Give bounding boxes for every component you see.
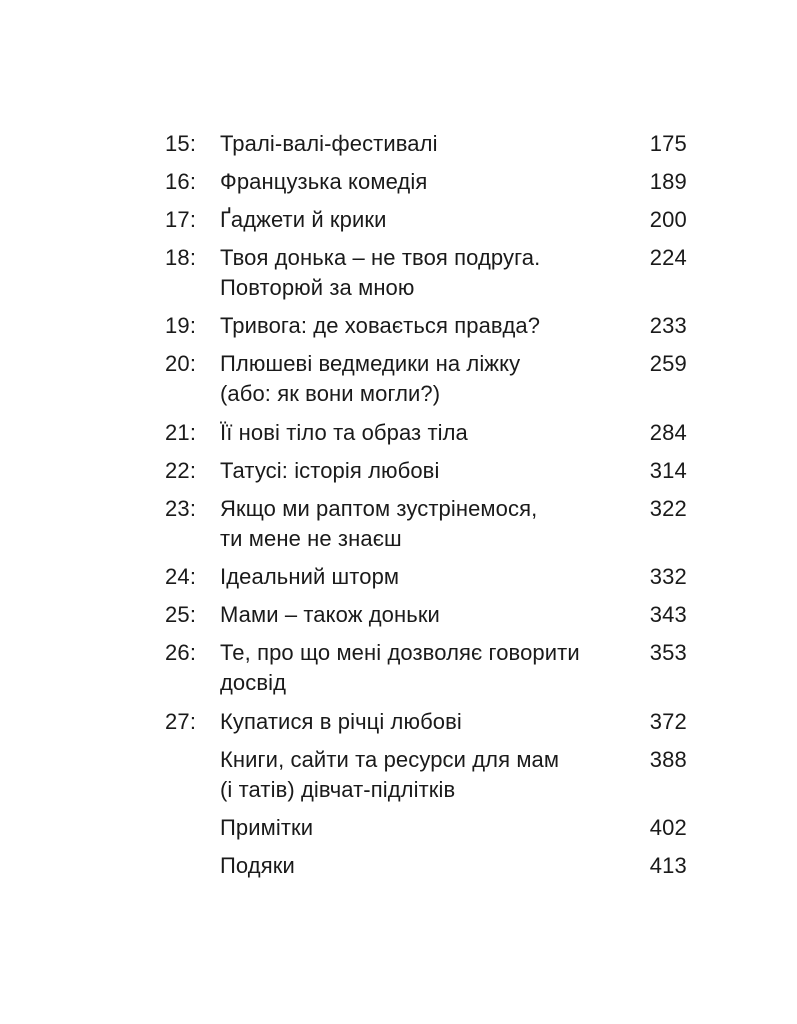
page-number: 175 bbox=[649, 131, 687, 156]
chapter-title: Ґаджети й крики bbox=[220, 207, 387, 232]
toc-entry bbox=[165, 638, 687, 698]
chapter-title: Татусі: історія любові bbox=[220, 458, 440, 483]
page-number: 332 bbox=[649, 564, 687, 589]
chapter-title: Мами – також доньки bbox=[220, 602, 440, 627]
chapter-number: 27: bbox=[165, 709, 197, 734]
toc-entry bbox=[165, 494, 687, 554]
page-number: 343 bbox=[649, 602, 687, 627]
chapter-title: Книги, сайти та ресурси для мам (і татів) дівчат-підлітків bbox=[220, 747, 560, 802]
page-number: 259 bbox=[649, 351, 687, 376]
chapter-number: 25: bbox=[165, 602, 197, 627]
page-number: 353 bbox=[649, 640, 687, 665]
chapter-number: 24: bbox=[165, 564, 197, 589]
page-number: 200 bbox=[649, 207, 687, 232]
chapter-title: Примітки bbox=[220, 815, 314, 840]
page-number: 402 bbox=[649, 815, 687, 840]
page-number: 314 bbox=[649, 458, 687, 483]
page-number: 284 bbox=[649, 420, 687, 445]
chapter-title: Плюшеві ведмедики на ліжку (або: як вони могли?) bbox=[220, 351, 521, 406]
chapter-title: Купатися в річці любові bbox=[220, 709, 462, 734]
chapter-number: 21: bbox=[165, 420, 197, 445]
toc-entry bbox=[165, 745, 687, 805]
page-number: 224 bbox=[649, 245, 687, 270]
chapter-title: Твоя донька – не твоя подруга. Повторюй за мною bbox=[220, 245, 541, 300]
page-number: 189 bbox=[649, 169, 687, 194]
chapter-title: Ідеальний шторм bbox=[220, 564, 400, 589]
chapter-number: 18: bbox=[165, 245, 197, 270]
page-number: 413 bbox=[649, 853, 687, 878]
chapter-title: Тривога: де ховається правда? bbox=[220, 313, 541, 338]
page-number: 322 bbox=[649, 496, 687, 521]
page-number: 372 bbox=[649, 709, 687, 734]
chapter-number: 19: bbox=[165, 313, 197, 338]
chapter-number: 17: bbox=[165, 207, 197, 232]
toc-entry bbox=[165, 349, 687, 409]
toc-entry bbox=[165, 243, 687, 303]
page-number: 388 bbox=[649, 747, 687, 772]
chapter-number: 23: bbox=[165, 496, 197, 521]
chapter-title: Французька комедія bbox=[220, 169, 428, 194]
page-number: 233 bbox=[649, 313, 687, 338]
chapter-title: Якщо ми раптом зустрінемося, ти мене не знаєш bbox=[220, 496, 538, 551]
chapter-number: 26: bbox=[165, 640, 197, 665]
chapter-title: Подяки bbox=[220, 853, 295, 878]
chapter-number: 22: bbox=[165, 458, 197, 483]
chapter-title: Її нові тіло та образ тіла bbox=[220, 420, 468, 445]
chapter-title: Те, про що мені дозволяє говорити досвід bbox=[220, 640, 580, 695]
chapter-number: 20: bbox=[165, 351, 197, 376]
toc-entry bbox=[165, 851, 687, 911]
chapter-number: 16: bbox=[165, 169, 197, 194]
chapter-number: 15: bbox=[165, 131, 197, 156]
chapter-title: Тралі-валі-фестивалі bbox=[220, 131, 438, 156]
